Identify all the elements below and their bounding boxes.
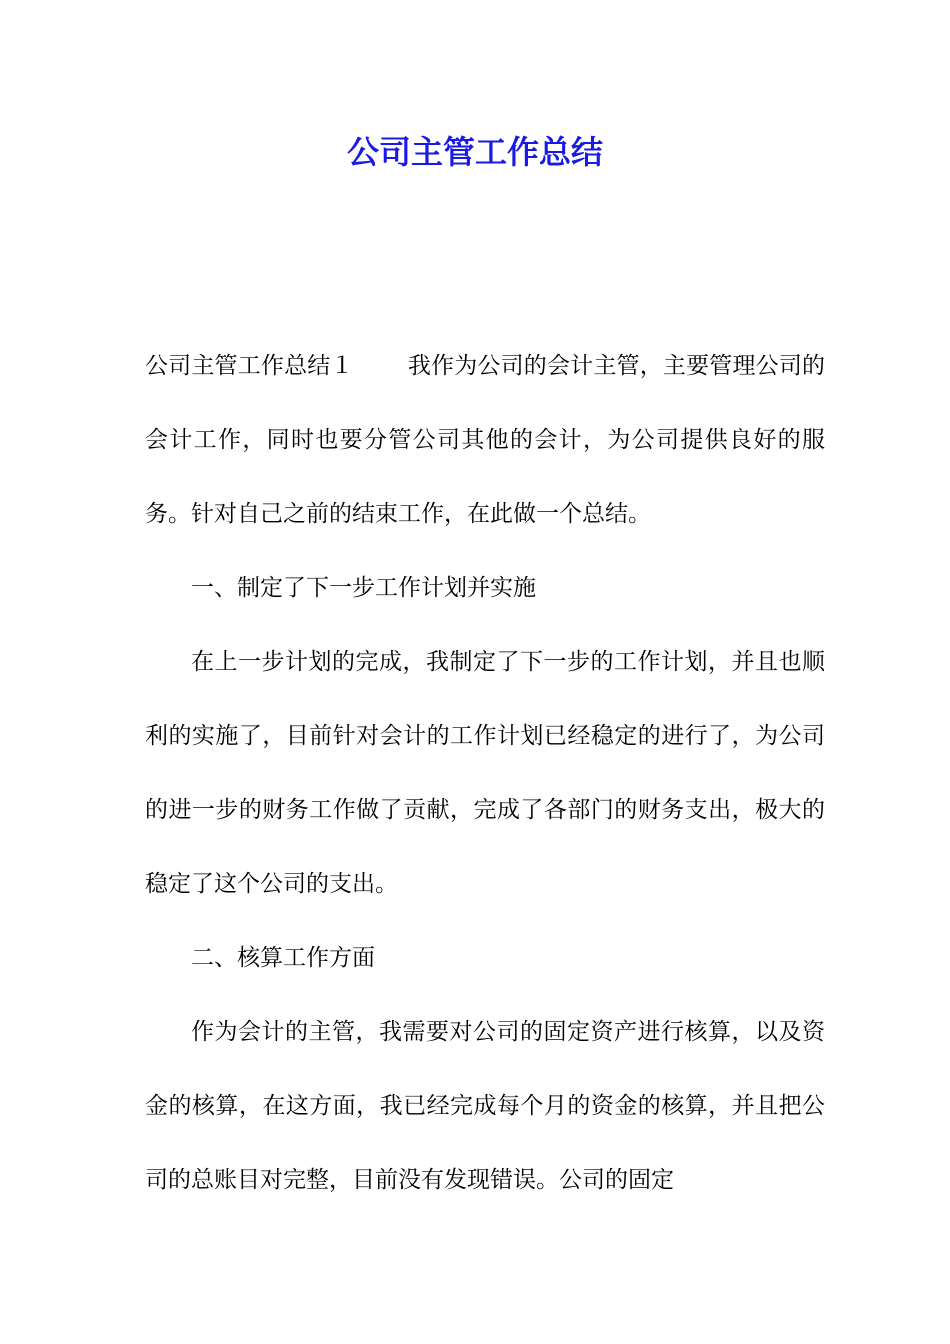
section2-paragraph: 作为会计的主管，我需要对公司的固定资产进行核算，以及资金的核算，在这方面，我已经完成每个月的资金的核算，并且把公司的总账目对完整，目前没有发现错误。公司的固定 [145, 1019, 825, 1193]
document-title: 公司主管工作总结 [346, 133, 603, 171]
intro-text: 我作为公司的会计主管，主要管理公司的会计工作，同时也要分管公司其他的会计，为公司提供良好的服务。针对自己之前的结束工作，在此做一个总结。 [145, 353, 826, 527]
intro-heading: 公司主管工作总结１ [145, 353, 354, 379]
document-body [145, 329, 825, 1217]
intro-paragraph [145, 329, 825, 551]
section1-paragraph: 在上一步计划的完成，我制定了下一步的工作计划，并且也顺利的实施了，目前针对会计的工作计划已经稳定的进行了，为公司的进一步的财务工作做了贡献，完成了各部门的财务支出，极大的稳定了这个公司的支出。 [145, 649, 825, 897]
section2-heading: 二、核算工作方面 [191, 945, 375, 971]
section1-heading: 一、制定了下一步工作计划并实施 [191, 575, 536, 601]
